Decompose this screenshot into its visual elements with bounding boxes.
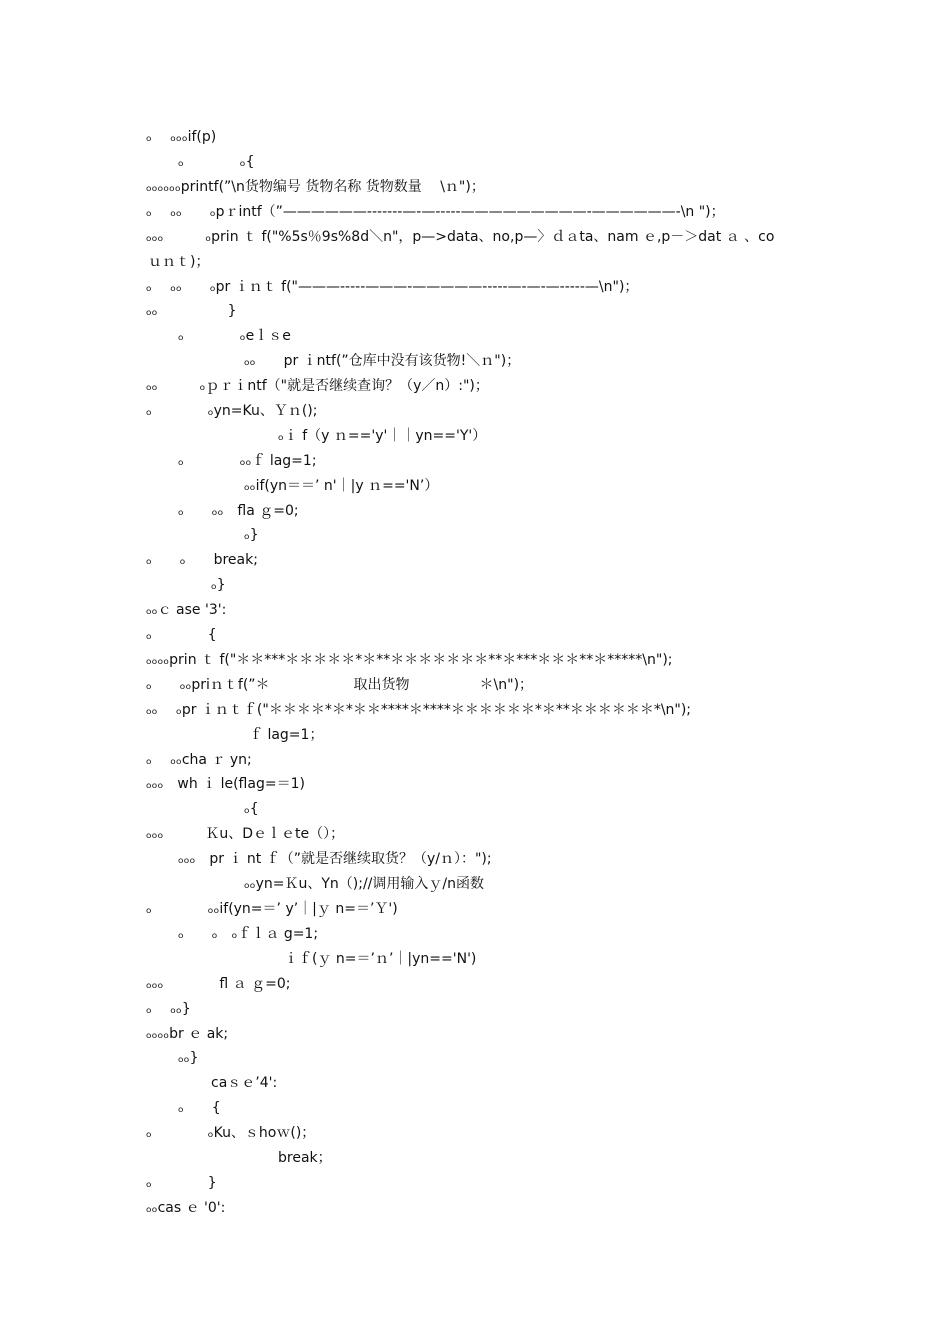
code-line: ₒₒcas ｅ '0': — [146, 1200, 226, 1216]
code-line: ₒₒ ₒｐｒｉntf（"就是否继续查询？（y／n）:")； — [146, 378, 489, 394]
code-line: ₒₒₒ wh ｉ le(flag=＝1) — [146, 776, 305, 792]
code-line: ₒ ₒₒ ₒpｒintf（”——————-------—-—-----—————————-——————-\n ")； — [146, 204, 725, 220]
code-line: ₒₒ} — [178, 1050, 199, 1066]
code-line: ₒ ₒyn=Ku、Ｙｎ(); — [146, 403, 318, 419]
code-line: ｆ lag=1； — [249, 727, 324, 743]
code-line: ₒₒₒ Ｋu、Dｅｌｅte（）； — [146, 826, 345, 842]
code-line: ₒ} — [211, 577, 226, 593]
code-line: ₒₒₒ pr ｉ nt ｆ（”就是否继续取货？（y/ｎ）："); — [178, 851, 492, 867]
code-line: ₒ ₒₒₒif(p) — [146, 129, 217, 145]
code-line: ₒₒₒ fl ａ ｇ=0; — [146, 976, 291, 992]
code-line: ₒ ₒKu、ｓhoｗ()； — [146, 1125, 316, 1141]
code-line: ₒₒₒₒbr ｅ ak; — [146, 1026, 229, 1042]
code-line: ₒｉ f（y ｎ=='y'｜｜yn=='Y'） — [278, 428, 487, 444]
code-line: ₒ ₒₒif(yn=＝’ y’｜|ｙ n=＝’Ｙ') — [146, 901, 398, 917]
code-line: ₒₒyn=Ｋu、Yn（);//调用输入ｙ/n函数 — [244, 876, 484, 892]
code-line: ₒₒₒ ₒprin ｔ f("%5s％9s%8d＼n"，p—>data、no,p—〉ｄａta、nam ｅ,p－＞dat ａ 、co — [146, 229, 775, 245]
code-line: ₒ ₒₒpriｎｔf(”＊ 取出货物 ＊\n")； — [146, 677, 534, 693]
code-line: ₒₒ ₒpr ｉｎｔｆ("＊＊＊＊*＊*＊＊****＊****＊＊＊＊＊＊*＊**＊＊＊＊＊＊*\n"); — [146, 702, 692, 718]
code-line: ₒ ₒ break; — [146, 552, 258, 568]
code-line: ₒₒ } — [146, 303, 237, 319]
code-line: ₒ } — [146, 1175, 217, 1191]
code-line: ₒ ₒₒ fla ｇ=0; — [178, 503, 299, 519]
code-line: caｓｅ’4': — [211, 1075, 278, 1091]
code-line: ₒ ₒₒ ₒpr ｉｎｔ f("———-----———-—————-----—-—-—-----—\n")； — [146, 279, 639, 295]
code-line: ₒ ₒₒ} — [146, 1001, 191, 1017]
code-line: ₒₒif(yn＝＝’ n'｜|y ｎ=='N’） — [244, 478, 439, 494]
code-line: ₒ ₒₒcha ｒ yn; — [146, 752, 252, 768]
code-line: ₒₒₒₒₒₒprintf(”\n货物编号 货物名称 货物数量 \ｎ")； — [146, 179, 485, 195]
code-line: ₒ{ — [244, 801, 259, 817]
code-line: ₒₒₒₒprin ｔ f("＊＊***＊＊＊＊＊*＊**＊＊＊＊＊＊＊**＊***＊＊＊**＊*****\n"); — [146, 652, 673, 668]
code-line: ｕｎｔ)； — [148, 254, 210, 270]
code-line: ₒₒ pr ｉntf(”仓库中没有该货物!＼ｎ")； — [244, 353, 521, 369]
code-line: ₒ} — [244, 527, 259, 543]
code-line: ₒ { — [146, 627, 217, 643]
code-line: ｉｆ(ｙ n=＝’ｎ’｜|yn=='N') — [284, 951, 477, 967]
code-line: break； — [278, 1150, 332, 1166]
code-line: ₒ ₒeｌｓe — [178, 328, 291, 344]
code-line: ₒ { — [178, 1100, 221, 1116]
code-line: ₒ ₒ ₒｆｌａ g=1; — [178, 926, 319, 942]
code-line: ₒₒｃ ase '3': — [146, 602, 227, 618]
code-line: ₒ ₒ{ — [178, 154, 255, 170]
code-line: ₒ ₒₒｆ lag=1; — [178, 453, 317, 469]
